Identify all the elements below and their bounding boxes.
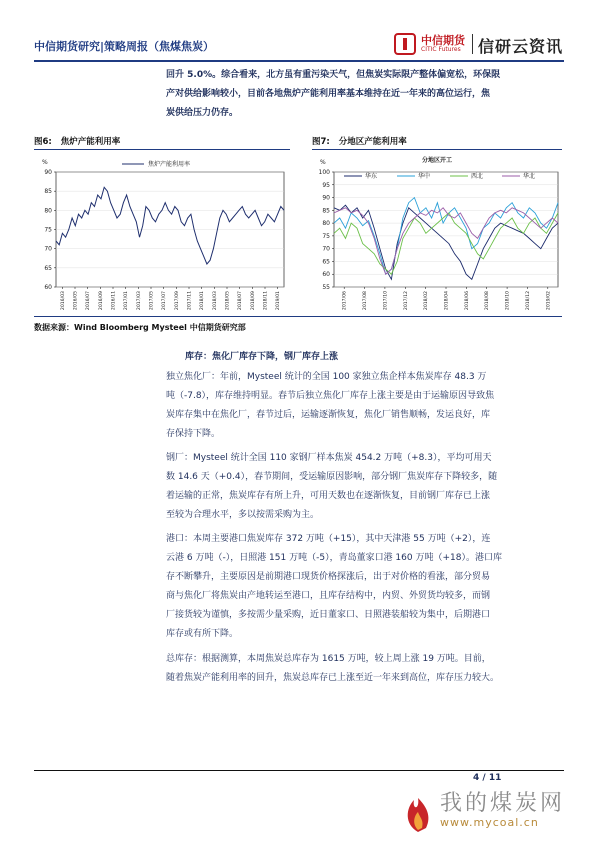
text-line: 存保持下降。: [166, 429, 221, 439]
x-tick-label: 2017/08: [363, 291, 369, 311]
x-tick-label: 2017/01: [124, 291, 130, 311]
figure7-title-text: 分地区产能利用率: [338, 137, 407, 147]
watermark-url: www.mycoal.cn: [440, 816, 539, 829]
y-tick-label: 100: [318, 169, 330, 176]
y-tick-label: 90: [44, 169, 52, 176]
x-tick-label: 2016/05: [73, 291, 79, 311]
x-tick-label: 2016/07: [86, 291, 92, 311]
logo-cn-text: 中信期货: [421, 34, 465, 47]
text-line: 吨（-7.8），库存维持明显。春节后独立焦化厂库存上涨主要是由于运输原因导致焦: [166, 391, 495, 401]
chart-coke-oven-utilization: [34, 150, 290, 314]
x-tick-label: 2016/11: [111, 291, 117, 311]
text-line: 总库存：根据测算，本周焦炭总库存为 1615 万吨，较上周上涨 19 万吨。目前，: [166, 654, 491, 664]
text-line: 数 14.6 天（+0.4），春节期间，受运输原因影响，部分钢厂焦炭库存下降较多，随: [166, 472, 498, 482]
legend-label: 焦炉产能利用率: [148, 161, 191, 168]
text-line: 厂接货较为谨慎，多按需少量采购，近日董家口、日照港装船较为集中，后期港口: [166, 610, 491, 620]
x-tick-label: 2017/12: [403, 291, 409, 311]
watermark: [398, 778, 573, 838]
report-header-title: 中信期货研究|策略周报（焦煤焦炭）: [34, 40, 215, 53]
x-tick-label: 2019/02: [546, 291, 552, 311]
header-rule: [34, 60, 564, 62]
x-tick-label: 2018/02: [424, 291, 430, 311]
text-line: 商与焦化厂将焦炭由产地转运至港口，且库存结构中，内贸、外贸货均较多，而钢: [166, 591, 491, 601]
figure6-title-text: 焦炉产能利用率: [60, 137, 121, 147]
y-tick-label: 80: [44, 207, 52, 215]
legend-label: 西北: [471, 173, 484, 180]
citic-logo-icon: [394, 33, 416, 55]
y-tick-label: 95: [322, 181, 330, 189]
x-tick-label: 2018/11: [263, 291, 269, 311]
y-tick-label: 75: [322, 232, 330, 240]
x-tick-label: 2017/07: [162, 291, 168, 311]
intro-paragraph: [166, 66, 560, 123]
figure6-title: [34, 135, 120, 147]
legend-label: 华中: [418, 173, 431, 180]
y-unit-label: %: [320, 159, 326, 166]
y-tick-label: 60: [322, 271, 330, 279]
text-line: 库存或有所下降。: [166, 629, 239, 639]
text-line: 着运输的正常，焦炭库存有所上升，可用天数也在逐渐恢复，目前钢厂库存已上涨: [166, 491, 491, 501]
y-tick-label: 55: [322, 284, 330, 291]
x-tick-label: 2018/05: [225, 291, 231, 311]
y-tick-label: 60: [44, 284, 52, 291]
footer-rule: [34, 770, 564, 771]
y-unit-label: %: [42, 159, 48, 166]
legend-label: 华北: [523, 173, 536, 180]
figure-bottom-rule: [34, 316, 562, 317]
x-tick-label: 2017/03: [136, 291, 142, 311]
text-line: 云港 6 万吨（-），日照港 151 万吨（-5），青岛董家口港 160 万吨（+18）。港口库: [166, 553, 502, 563]
y-tick-label: 65: [322, 258, 330, 266]
x-tick-label: 2018/06: [464, 291, 470, 311]
text-line: 钢厂：Mysteel 统计全国 110 家钢厂样本焦炭 454.2 万吨（+8.3），平均可用天: [166, 453, 492, 463]
y-tick-label: 70: [44, 245, 52, 253]
x-tick-label: 2019/01: [276, 291, 282, 311]
x-tick-label: 2018/12: [525, 291, 531, 311]
x-tick-label: 2017/05: [149, 291, 155, 311]
x-tick-label: 2016/09: [98, 291, 104, 311]
x-tick-label: 2018/09: [250, 291, 256, 311]
x-tick-label: 2017/06: [342, 291, 348, 311]
figure6-label: 图6:: [34, 137, 52, 147]
y-tick-label: 80: [322, 220, 330, 228]
y-tick-label: 75: [44, 226, 52, 234]
x-tick-label: 2016/03: [60, 291, 66, 311]
x-tick-label: 2018/03: [212, 291, 218, 311]
chart-regional-utilization: [312, 150, 562, 314]
text-line: 独立焦化厂：年前，Mysteel 统计的全国 100 家独立焦企样本焦炭库存 48.3 万: [166, 372, 487, 382]
figure7-label: 图7:: [312, 137, 330, 147]
figure7-title: [312, 135, 407, 147]
x-tick-label: 2017/09: [174, 291, 180, 311]
plot-frame: [334, 172, 558, 287]
watermark-site-name: 我的煤炭网: [440, 791, 566, 816]
paragraph-ports: [166, 530, 560, 644]
legend-label: 华东: [365, 173, 378, 180]
page-number: 4 / 11: [473, 773, 502, 783]
paragraph-coking-plants: [166, 368, 560, 444]
x-tick-label: 2017/11: [187, 291, 193, 311]
section-heading-inventory: 库存：焦化厂库存下降，钢厂库存上涨: [185, 352, 339, 362]
chart2-title: 分地区开工: [421, 157, 453, 164]
x-tick-label: 2018/08: [485, 291, 491, 311]
y-tick-label: 85: [44, 188, 52, 196]
paragraph-total-inventory: [166, 650, 560, 688]
text-line: 至较为合理水平，多以按需采购为主。: [166, 510, 320, 520]
y-tick-label: 65: [44, 264, 52, 272]
x-tick-label: 2018/10: [505, 291, 511, 311]
text-line: 存不断攀升，主要原因是前期港口现货价格探涨后，出于对价格的看涨，部分贸易: [166, 572, 491, 582]
logo-en-text: CITIC Futures: [421, 46, 461, 53]
x-tick-label: 2018/01: [200, 291, 206, 311]
brand-name: 信研云资讯: [478, 37, 564, 56]
text-line: 随着焦炭产能利用率的回升，焦炭总库存已上涨至近一年来到高位，库存压力较大。: [166, 673, 500, 683]
y-tick-label: 70: [322, 245, 330, 253]
y-tick-label: 85: [322, 207, 330, 215]
intro-line: 炭供给压力仍存。: [166, 108, 239, 118]
intro-line: 产对供给影响较小，目前各地焦炉产能利用率基本维持在近一年来的高位运行，焦: [166, 89, 491, 99]
intro-line: 回升 5.0%。综合看来，北方虽有重污染天气，但焦炭实际限产整体偏宽松，环保限: [166, 70, 501, 80]
x-tick-label: 2017/10: [383, 291, 389, 311]
text-line: 港口：本周主要港口焦炭库存 372 万吨（+15），其中天津港 55 万吨（+2），连: [166, 534, 491, 544]
series-line: [56, 187, 284, 264]
chart2-svg: [312, 150, 562, 314]
chart1-svg: [34, 150, 290, 314]
text-line: 炭库存集中在焦化厂，春节过后，运输逐渐恢复，焦化厂销售顺畅，发运良好，库: [166, 410, 491, 420]
paragraph-steel-mills: [166, 449, 560, 525]
y-tick-label: 90: [322, 194, 330, 202]
x-tick-label: 2018/04: [444, 291, 450, 311]
logo-divider: [472, 34, 473, 54]
watermark-flame-icon: [398, 784, 438, 834]
data-source: 数据来源：Wind Bloomberg Mysteel 中信期货研究部: [34, 323, 246, 332]
x-tick-label: 2018/07: [238, 291, 244, 311]
citic-logo: [394, 32, 564, 58]
